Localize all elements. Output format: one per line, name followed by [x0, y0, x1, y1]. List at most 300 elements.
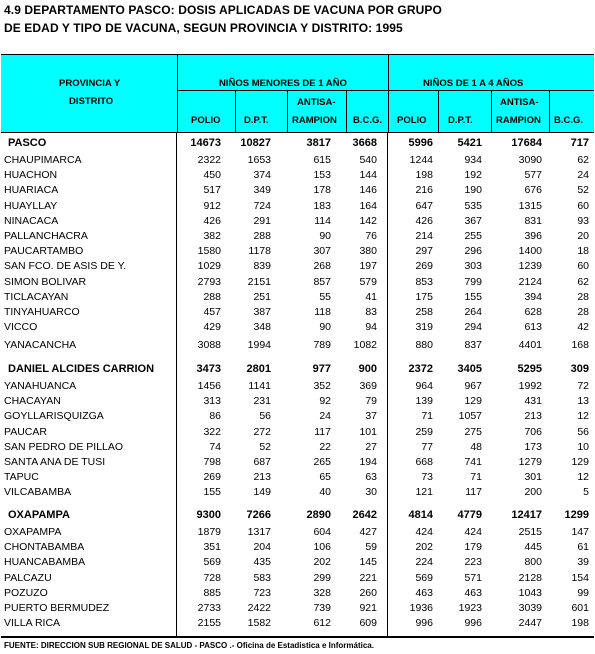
- table-cell: 313: [203, 395, 221, 408]
- table-cell: 535: [464, 199, 482, 212]
- table-cell: 168: [571, 339, 589, 352]
- table-cell: 101: [359, 425, 377, 438]
- table-cell: 2322: [197, 154, 221, 166]
- table-cell: 1315: [518, 199, 542, 212]
- table-cell: 739: [313, 602, 331, 614]
- table-cell: 613: [524, 321, 542, 334]
- table-cell: 628: [524, 306, 542, 318]
- district-name: YANACANCHA: [4, 339, 77, 352]
- table-cell: 3090: [518, 154, 542, 166]
- table-cell: 579: [359, 275, 377, 288]
- table-cell: 20: [577, 230, 589, 242]
- table-cell: 56: [259, 410, 271, 423]
- table-cell: 687: [253, 456, 271, 468]
- district-name: NINACACA: [4, 214, 59, 227]
- table-cell: 1279: [518, 456, 542, 468]
- district-name: TAPUC: [4, 471, 39, 484]
- table-cell: 139: [415, 395, 433, 408]
- table-cell: 291: [253, 214, 271, 227]
- table-cell: 1582: [247, 617, 271, 630]
- table-cell: 1299: [564, 509, 589, 521]
- header-antis-2-line2: RAMPION: [496, 115, 541, 126]
- table-cell: 3405: [457, 363, 482, 375]
- header-antis-1-line2: RAMPION: [292, 115, 337, 126]
- table-cell: 322: [203, 425, 221, 438]
- table-cell: 117: [465, 486, 482, 499]
- table-cell: 977: [312, 363, 331, 375]
- table-cell: 615: [313, 154, 331, 166]
- header-antis-2-line1: ANTISA-: [500, 97, 539, 108]
- table-cell: 147: [571, 526, 589, 538]
- table-cell: 13: [577, 395, 589, 408]
- table-cell: 540: [359, 154, 377, 166]
- district-name: HUANCABAMBA: [4, 556, 86, 569]
- table-cell: 445: [524, 541, 542, 554]
- table-cell: 5295: [517, 363, 542, 375]
- district-name: SANTA ANA DE TUSI: [4, 456, 106, 468]
- table-cell: 382: [203, 230, 221, 242]
- header-provincia-line2: DISTRITO: [69, 96, 114, 107]
- table-cell: 1043: [518, 586, 542, 599]
- table-row: [0, 169, 595, 184]
- table-cell: 4779: [457, 509, 482, 521]
- table-cell: 106: [313, 541, 331, 554]
- table-row: [0, 215, 595, 230]
- table-row: [0, 602, 595, 617]
- table-cell: 114: [314, 214, 331, 227]
- header-provincia-line1: PROVINCIA Y: [59, 78, 121, 89]
- table-cell: 155: [203, 486, 221, 499]
- table-cell: 348: [253, 321, 271, 334]
- table-cell: 831: [524, 214, 542, 227]
- table-row: [0, 541, 595, 556]
- table-cell: 260: [359, 586, 377, 599]
- table-cell: 424: [415, 526, 433, 538]
- table-cell: 2447: [518, 617, 542, 630]
- table-cell: 72: [577, 380, 589, 392]
- table-cell: 268: [313, 260, 331, 273]
- table-row: [0, 426, 595, 441]
- table-cell: 996: [464, 617, 482, 630]
- table-cell: 9300: [196, 509, 221, 521]
- table-cell: 258: [415, 306, 433, 318]
- table-cell: 352: [313, 380, 331, 392]
- district-name: SAN PEDRO DE PILLAO: [4, 440, 124, 453]
- table-row: [0, 572, 595, 587]
- table-cell: 37: [365, 410, 377, 423]
- district-name: POZUZO: [4, 586, 48, 599]
- table-cell: 301: [524, 471, 542, 484]
- table-cell: 194: [359, 456, 377, 468]
- page-title: 4.9 DEPARTAMENTO PASCO: DOSIS APLICADAS DE VACUNA POR GRUPO: [4, 3, 442, 17]
- table-cell: 73: [421, 471, 433, 484]
- table-cell: 2151: [247, 275, 271, 288]
- table-cell: 921: [359, 602, 377, 614]
- table-cell: 426: [203, 214, 221, 227]
- table-cell: 569: [203, 556, 221, 569]
- table-cell: 224: [415, 556, 433, 569]
- table-cell: 99: [577, 586, 589, 599]
- district-name: GOYLLARISQUIZGA: [4, 410, 104, 423]
- table-row: [0, 410, 595, 425]
- table-cell: 577: [524, 169, 542, 182]
- table-cell: 309: [570, 363, 589, 375]
- table-cell: 231: [253, 395, 271, 408]
- district-name: CHACAYAN: [4, 395, 61, 408]
- table-cell: 517: [203, 184, 221, 197]
- table-cell: 272: [253, 425, 271, 438]
- table-cell: 294: [464, 321, 482, 334]
- table-cell: 149: [253, 486, 271, 499]
- table-cell: 296: [464, 245, 482, 258]
- table-row: [0, 395, 595, 410]
- table-cell: 2372: [408, 363, 433, 375]
- table-cell: 10: [577, 440, 589, 453]
- table-cell: 40: [319, 486, 331, 499]
- table-cell: 798: [203, 456, 221, 468]
- table-cell: 192: [464, 169, 482, 182]
- source-footnote: FUENTE: DIRECCION SUB REGIONAL DE SALUD - PASCO .- Oficina de Estadistica e Informática.: [4, 641, 374, 650]
- table-cell: 146: [359, 184, 377, 197]
- table-row: [0, 441, 595, 456]
- table-cell: 800: [524, 556, 542, 569]
- table-cell: 24: [319, 410, 331, 423]
- header-bcg-2: B.C.G.: [554, 115, 584, 126]
- table-cell: 1923: [458, 602, 482, 614]
- table-cell: 175: [415, 290, 433, 303]
- table-row: [0, 456, 595, 471]
- table-cell: 4814: [408, 509, 433, 521]
- district-name: PAUCAR: [4, 425, 47, 438]
- table-cell: 27: [365, 440, 377, 453]
- table-cell: 369: [359, 380, 377, 392]
- header-bcg-1: B.C.G.: [353, 115, 383, 126]
- province-total-row: [0, 137, 595, 152]
- table-cell: 5: [583, 486, 589, 499]
- table-cell: 1879: [197, 526, 221, 538]
- table-cell: 1936: [409, 602, 433, 614]
- district-name: TINYAHUARCO: [4, 306, 80, 318]
- table-cell: 2124: [518, 275, 542, 288]
- table-cell: 3817: [306, 137, 331, 149]
- table-cell: 74: [209, 440, 221, 453]
- table-cell: 202: [415, 541, 433, 554]
- table-cell: 1239: [518, 260, 542, 273]
- table-cell: 676: [524, 184, 542, 197]
- table-cell: 198: [571, 617, 589, 630]
- table-cell: 213: [524, 410, 542, 423]
- table-cell: 571: [464, 571, 482, 584]
- table-cell: 117: [314, 425, 331, 438]
- table-cell: 964: [415, 380, 433, 392]
- table-cell: 429: [203, 321, 221, 334]
- table-row: [0, 154, 595, 169]
- table-row: [0, 380, 595, 395]
- table-cell: 431: [524, 395, 542, 408]
- district-name: SAN FCO. DE ASIS DE Y.: [4, 260, 127, 273]
- table-cell: 223: [464, 556, 482, 569]
- table-cell: 55: [319, 290, 331, 303]
- table-cell: 1057: [458, 410, 482, 423]
- table-cell: 214: [415, 230, 433, 242]
- table-cell: 450: [203, 169, 221, 182]
- table-cell: 2890: [306, 509, 331, 521]
- table-cell: 297: [415, 245, 433, 258]
- district-name: PALLANCHACRA: [4, 230, 88, 242]
- table-cell: 387: [253, 306, 271, 318]
- table-cell: 52: [577, 184, 589, 197]
- table-cell: 299: [313, 571, 331, 584]
- table-cell: 183: [313, 199, 331, 212]
- table-header: [1, 54, 594, 133]
- table-cell: 837: [464, 339, 482, 352]
- table-cell: 144: [359, 169, 377, 182]
- table-row: [0, 617, 595, 632]
- table-cell: 93: [577, 214, 589, 227]
- table-cell: 17684: [511, 137, 542, 149]
- table-cell: 799: [464, 275, 482, 288]
- table-cell: 307: [313, 245, 331, 258]
- table-cell: 303: [464, 260, 482, 273]
- table-row: [0, 556, 595, 571]
- table-cell: 71: [421, 410, 433, 423]
- table-cell: 2155: [197, 617, 221, 630]
- table-cell: 424: [464, 526, 482, 538]
- table-cell: 717: [570, 137, 589, 149]
- table-cell: 394: [524, 290, 542, 303]
- table-row: [0, 526, 595, 541]
- table-cell: 22: [319, 440, 331, 453]
- table-cell: 2515: [518, 526, 542, 538]
- table-cell: 12: [577, 410, 589, 423]
- table-cell: 77: [421, 440, 433, 453]
- header-dpt-2: D.P.T.: [448, 115, 473, 126]
- table-cell: 900: [358, 363, 377, 375]
- table-cell: 251: [253, 290, 271, 303]
- table-cell: 1400: [518, 245, 542, 258]
- province-total-row: [0, 363, 595, 378]
- table-cell: 3039: [518, 602, 542, 614]
- table-cell: 12417: [511, 509, 542, 521]
- district-name: VICCO: [4, 321, 38, 334]
- district-name: CHONTABAMBA: [4, 541, 85, 554]
- table-cell: 269: [203, 471, 221, 484]
- table-cell: 435: [253, 556, 271, 569]
- table-cell: 118: [314, 306, 331, 318]
- table-cell: 463: [464, 586, 482, 599]
- table-cell: 178: [313, 184, 331, 197]
- table-cell: 129: [464, 395, 482, 408]
- table-cell: 275: [464, 425, 482, 438]
- table-cell: 198: [415, 169, 433, 182]
- table-row: [0, 291, 595, 306]
- table-cell: 885: [203, 586, 221, 599]
- table-cell: 934: [464, 154, 482, 166]
- table-cell: 426: [415, 214, 433, 227]
- table-cell: 612: [313, 617, 331, 630]
- table-cell: 1178: [248, 245, 271, 258]
- table-cell: 880: [415, 339, 433, 352]
- table-cell: 90: [319, 321, 331, 334]
- table-cell: 396: [524, 230, 542, 242]
- table-cell: 204: [253, 541, 271, 554]
- table-cell: 121: [415, 486, 433, 499]
- province-name: DANIEL ALCIDES CARRION: [8, 363, 155, 375]
- table-row: [0, 486, 595, 501]
- table-cell: 63: [365, 471, 377, 484]
- header-polio-2: POLIO: [397, 115, 427, 126]
- table-row: [0, 339, 595, 354]
- table-cell: 1456: [197, 380, 221, 392]
- table-cell: 1653: [247, 154, 271, 166]
- header-polio-1: POLIO: [191, 115, 221, 126]
- table-cell: 129: [571, 456, 589, 468]
- table-cell: 319: [415, 321, 433, 334]
- table-cell: 328: [313, 586, 331, 599]
- province-name: PASCO: [8, 137, 47, 149]
- table-cell: 48: [470, 440, 482, 453]
- table-cell: 12: [577, 471, 589, 484]
- table-cell: 197: [359, 260, 377, 273]
- district-name: PAUCARTAMBO: [4, 245, 84, 258]
- table-cell: 724: [253, 199, 271, 212]
- table-cell: 967: [464, 380, 482, 392]
- table-cell: 24: [577, 169, 589, 182]
- table-row: [0, 321, 595, 336]
- district-name: VILCABAMBA: [4, 486, 72, 499]
- table-cell: 145: [359, 556, 377, 569]
- table-cell: 427: [359, 526, 377, 538]
- table-cell: 349: [253, 184, 271, 197]
- table-cell: 723: [253, 586, 271, 599]
- table-cell: 2128: [518, 571, 542, 584]
- table-cell: 94: [365, 321, 377, 334]
- table-cell: 1992: [518, 380, 542, 392]
- table-cell: 42: [577, 321, 589, 334]
- district-name: PALCAZU: [4, 571, 52, 584]
- table-cell: 56: [577, 425, 589, 438]
- table-cell: 288: [253, 230, 271, 242]
- table-cell: 83: [365, 306, 377, 318]
- table-cell: 10827: [240, 137, 271, 149]
- table-cell: 65: [319, 471, 331, 484]
- table-cell: 213: [253, 471, 271, 484]
- table-cell: 79: [365, 395, 377, 408]
- table-cell: 142: [359, 214, 377, 227]
- table-cell: 153: [313, 169, 331, 182]
- table-cell: 76: [365, 230, 377, 242]
- table-cell: 1580: [197, 245, 221, 258]
- table-cell: 2793: [197, 275, 221, 288]
- district-name: HUACHON: [4, 169, 58, 182]
- table-cell: 39: [577, 556, 589, 569]
- district-name: HUARIACA: [4, 184, 59, 197]
- table-cell: 741: [464, 456, 482, 468]
- table-cell: 60: [577, 199, 589, 212]
- table-cell: 190: [464, 184, 482, 197]
- table-cell: 265: [313, 456, 331, 468]
- table-cell: 28: [577, 290, 589, 303]
- table-row: [0, 245, 595, 260]
- table-row: [0, 230, 595, 245]
- table-cell: 164: [359, 199, 377, 212]
- table-cell: 1029: [197, 260, 221, 273]
- table-row: [0, 306, 595, 321]
- table-cell: 179: [464, 541, 482, 554]
- table-cell: 61: [577, 541, 589, 554]
- table-cell: 569: [415, 571, 433, 584]
- table-cell: 367: [464, 214, 482, 227]
- table-cell: 789: [313, 339, 331, 352]
- table-cell: 30: [365, 486, 377, 499]
- table-cell: 853: [415, 275, 433, 288]
- province-name: OXAPAMPA: [8, 509, 70, 521]
- table-cell: 857: [313, 275, 331, 288]
- header-group-1a4: NIÑOS DE 1 A 4 AÑOS: [423, 78, 524, 89]
- table-cell: 912: [203, 199, 221, 212]
- table-cell: 1994: [247, 339, 271, 352]
- table-cell: 706: [524, 425, 542, 438]
- table-cell: 374: [253, 169, 271, 182]
- header-antis-1-line1: ANTISA-: [297, 97, 336, 108]
- table-cell: 216: [415, 184, 433, 197]
- table-cell: 59: [365, 541, 377, 554]
- table-cell: 457: [203, 306, 221, 318]
- district-name: SIMON BOLIVAR: [4, 275, 87, 288]
- table-cell: 996: [415, 617, 433, 630]
- table-cell: 1082: [353, 339, 377, 352]
- header-dpt-1: D.P.T.: [244, 115, 269, 126]
- district-name: PUERTO BERMUDEZ: [4, 602, 110, 614]
- page-subtitle: DE EDAD Y TIPO DE VACUNA, SEGUN PROVINCIA Y DISTRITO: 1995: [4, 21, 403, 35]
- table-row: [0, 260, 595, 275]
- table-cell: 28: [577, 306, 589, 318]
- table-cell: 3088: [197, 339, 221, 352]
- table-cell: 52: [259, 440, 271, 453]
- table-cell: 14673: [190, 137, 221, 149]
- table-cell: 154: [571, 571, 589, 584]
- table-cell: 583: [253, 571, 271, 584]
- table-cell: 86: [209, 410, 221, 423]
- table-cell: 1317: [247, 526, 271, 538]
- district-name: TICLACAYAN: [4, 290, 69, 303]
- table-cell: 728: [203, 571, 221, 584]
- table-row: [0, 200, 595, 215]
- district-name: OXAPAMPA: [4, 526, 62, 538]
- district-name: VILLA RICA: [4, 617, 61, 630]
- table-cell: 3473: [196, 363, 221, 375]
- table-cell: 202: [313, 556, 331, 569]
- table-row: [0, 184, 595, 199]
- table-cell: 221: [359, 571, 377, 584]
- table-cell: 259: [415, 425, 433, 438]
- table-cell: 60: [577, 260, 589, 273]
- table-cell: 601: [571, 602, 589, 614]
- table-cell: 2733: [197, 602, 221, 614]
- table-cell: 41: [365, 290, 377, 303]
- table-row: [0, 471, 595, 486]
- table-cell: 5421: [457, 137, 482, 149]
- header-group-menores: NIÑOS MENORES DE 1 AÑO: [219, 78, 347, 89]
- table-cell: 90: [319, 230, 331, 242]
- table-cell: 255: [464, 230, 482, 242]
- table-cell: 200: [524, 486, 542, 499]
- table-cell: 155: [464, 290, 482, 303]
- table-cell: 2422: [247, 602, 271, 614]
- table-cell: 269: [415, 260, 433, 273]
- table-cell: 18: [577, 245, 589, 258]
- table-cell: 351: [203, 541, 221, 554]
